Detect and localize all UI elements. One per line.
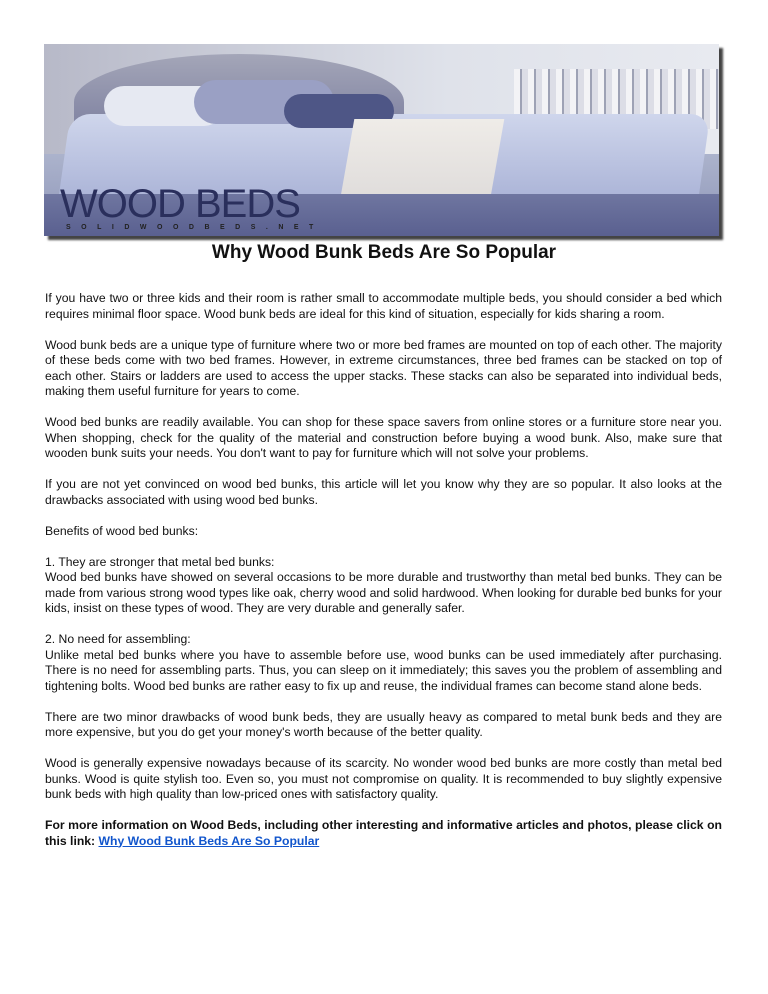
cta-paragraph (45, 818, 722, 849)
benefits-heading: Benefits of wood bed bunks: (45, 523, 199, 538)
logo-subtext: SOLIDWOODBEDS.NET (66, 224, 324, 231)
page-title: Why Wood Bunk Beds Are So Popular (211, 242, 557, 263)
benefit-text: Unlike metal bed bunks where you have to assemble before use, wood bunks can be used immediately after purchasing. There is no need for assembling parts. Thus, you can sleep on it immediately; this saves you the problem of assembling and tightening bolts. Wood bed bunks are rather easy to fix up and reuse, the individual frames can become stand alone beds. (45, 647, 722, 693)
benefit-heading: 1. They are stronger that metal bed bunks: (45, 554, 275, 569)
article-body (45, 291, 722, 865)
paragraph: If you are not yet convinced on wood bed bunks, this article will let you know why they are so popular. It also looks at the drawbacks associated with using wood bed bunks. (45, 477, 722, 507)
paragraph: If you have two or three kids and their room is rather small to accommodate multiple beds, you should consider a bed which requires minimal floor space. Wood bunk beds are ideal for this kind of situation, especially for kids sharing a room. (45, 291, 722, 321)
paragraph: Wood is generally expensive nowadays because of its scarcity. No wonder wood bed bunks are more costly than metal bed bunks. Wood is quite stylish too. Even so, you must not compromise on quality. It is recommended to buy slightly expensive bunk beds with high quality than low-priced ones with satisfactory quality. (45, 756, 722, 801)
paragraph: There are two minor drawbacks of wood bunk beds, they are usually heavy as compared to metal bunk beds and they are more expensive, but you do get your money's worth because of the better quality. (45, 709, 722, 739)
benefit-item (45, 555, 722, 617)
logo: WOOD BEDS (60, 182, 300, 226)
paragraph: Wood bed bunks are readily available. You can shop for these space savers from online stores or a furniture store near you. When shopping, check for the quality of the material and construction before buying a wood bunk. Also, make sure that wooden bunk suits your needs. You don't want to pay for furniture which will not solve your problems. (45, 415, 722, 460)
header-banner-image (44, 44, 719, 236)
article-link[interactable]: Why Wood Bunk Beds Are So Popular (98, 833, 320, 848)
paragraph: Wood bunk beds are a unique type of furniture where two or more bed frames are mounted on top of each other. The majority of these beds come with two bed frames. However, in extreme circumstances, three bed frames can be stacked on top of each other. Stairs or ladders are used to access the upper stacks. These stacks can also be separated into individual beds, making them useful furniture for years to come. (45, 337, 722, 398)
benefit-item (45, 632, 722, 694)
cta-text: For more information on Wood Beds, including other interesting and informative articles and photos, please click on this link: (45, 818, 722, 848)
benefit-heading: 2. No need for assembling: (45, 632, 191, 646)
benefit-text: Wood bed bunks have showed on several occasions to be more durable and trustworthy than metal bed bunks. They can be made from various strong wood types like oak, cherry wood and solid hardwood. When looking for durable bed bunks for your kids, insist on these types of wood. They are very durable and generally safer. (45, 570, 722, 615)
